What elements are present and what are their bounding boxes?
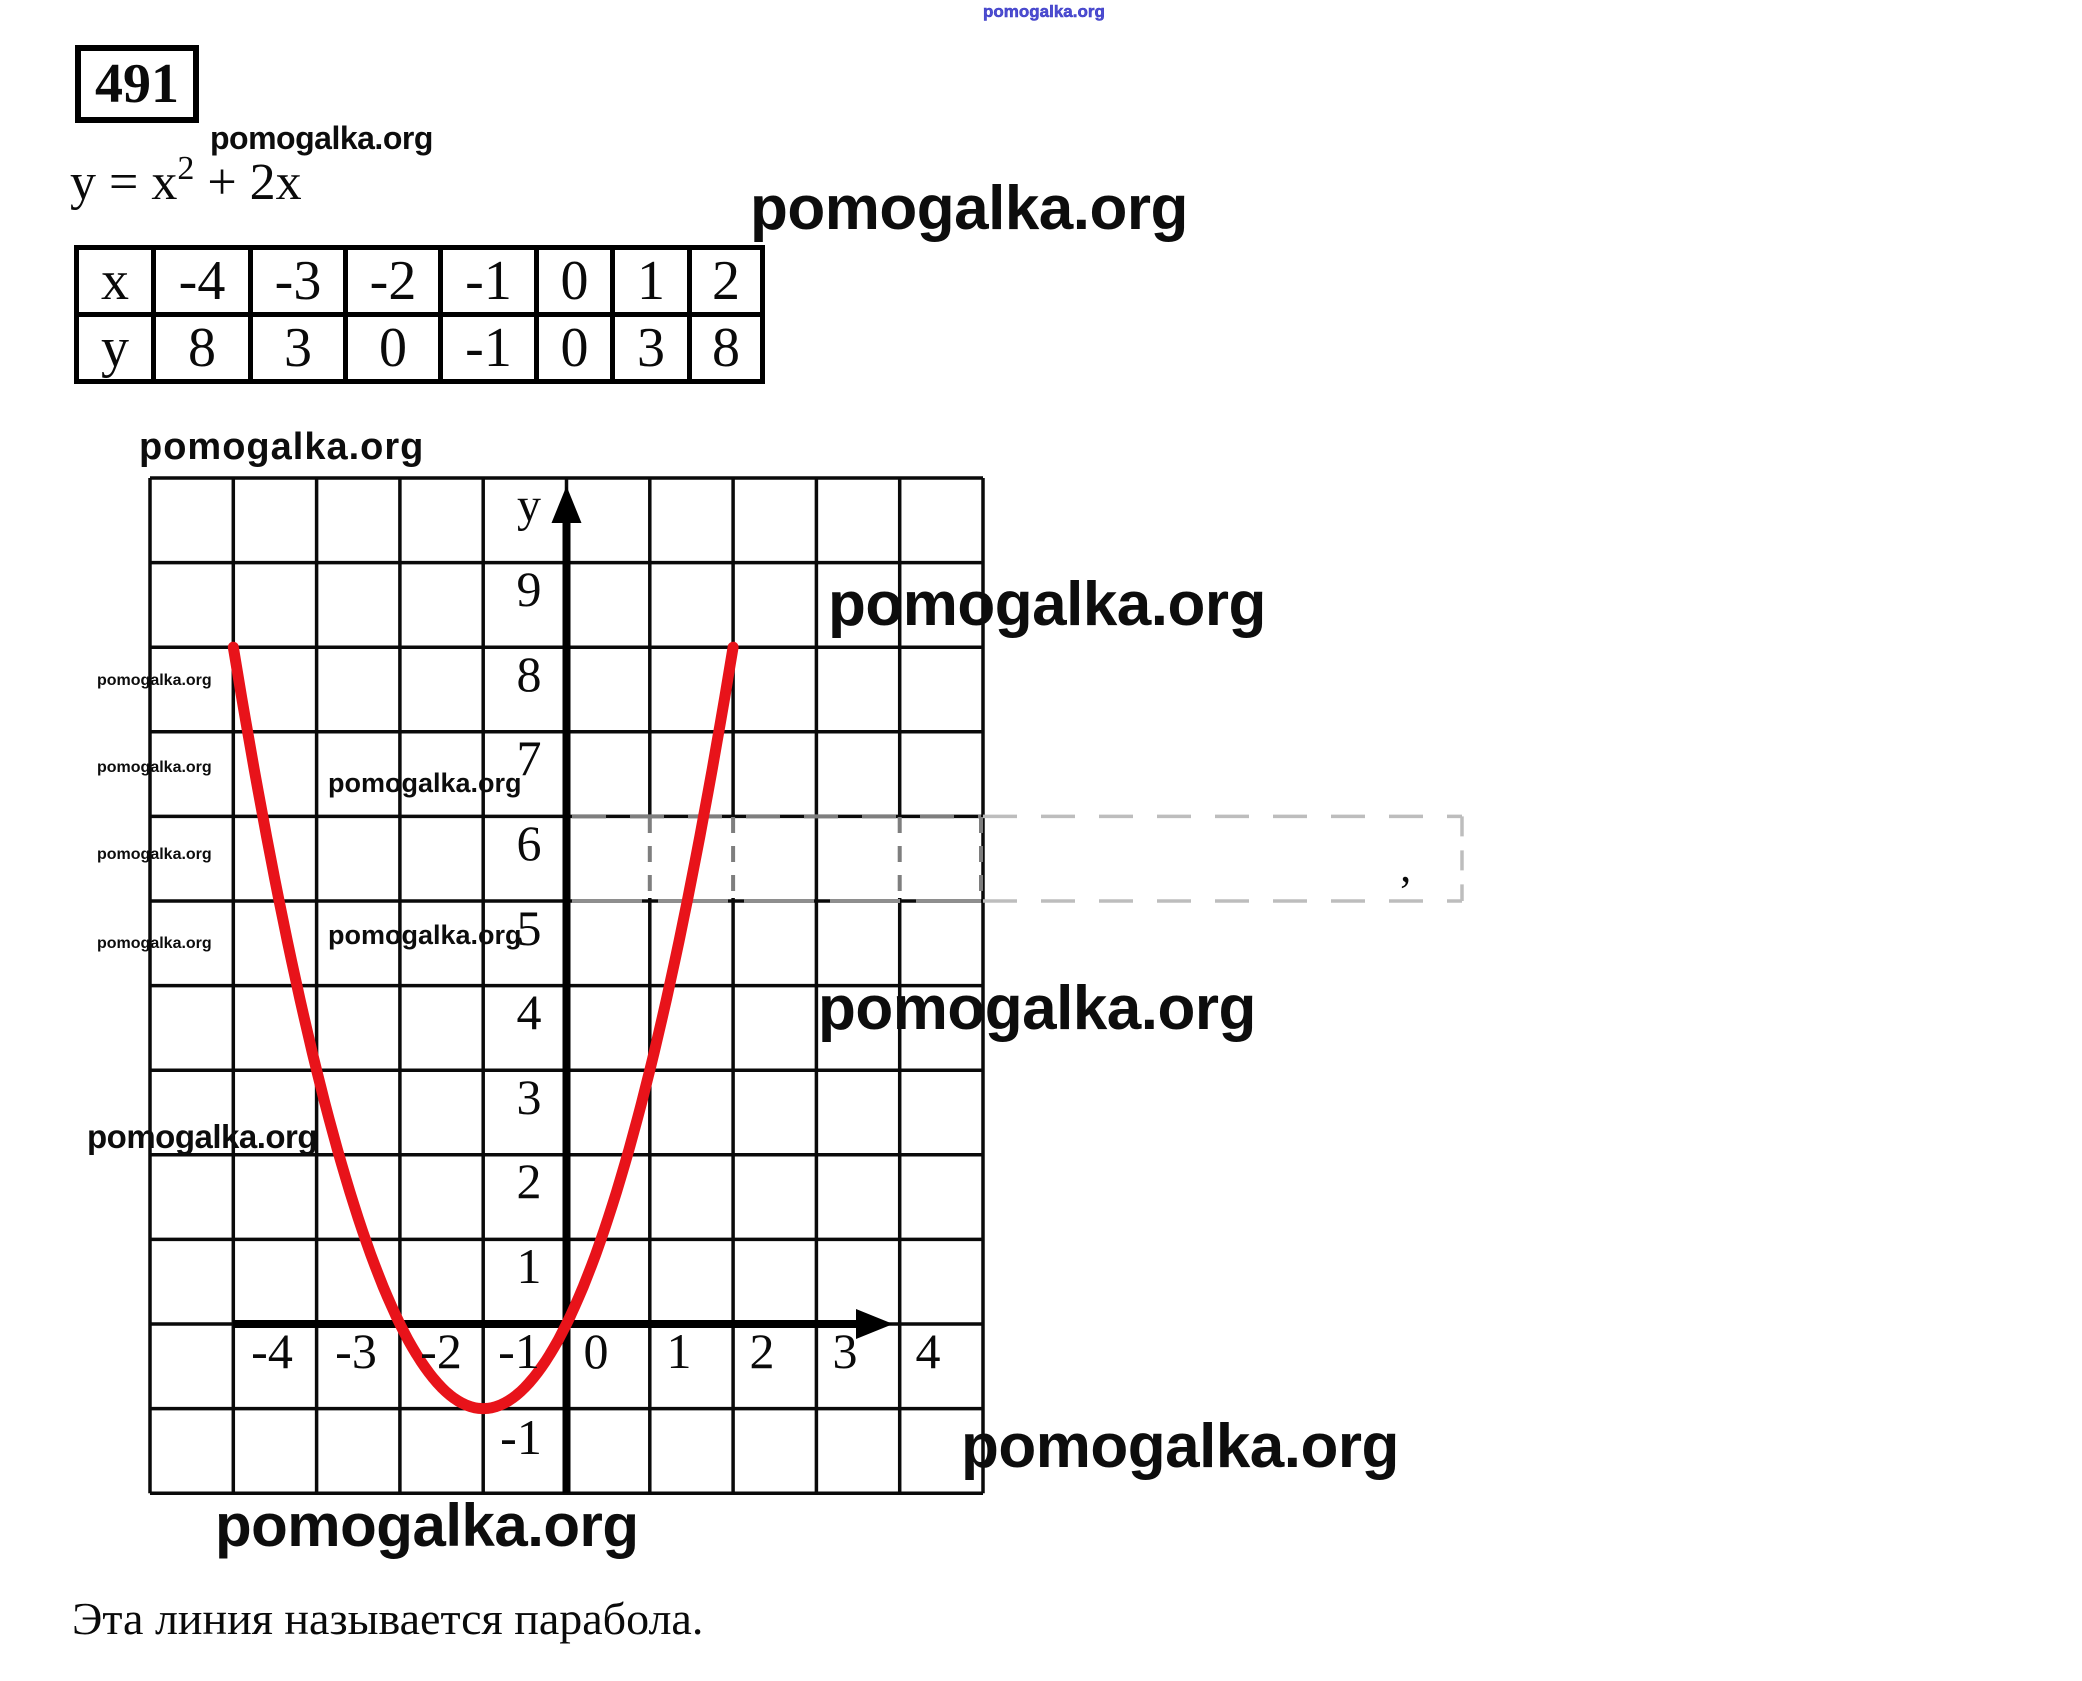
y-tick-4: 4 [516, 984, 542, 1040]
watermark-top-blue: pomogalka.org [983, 2, 1105, 21]
table-cell-y4: 0 [537, 315, 613, 382]
table-cell-y6: 8 [690, 315, 763, 382]
formula-rhs: + 2x [194, 154, 302, 211]
y-axis-arrowhead [552, 486, 582, 523]
table-cell-x2: -2 [346, 248, 441, 315]
x-tick-1: 1 [666, 1323, 692, 1379]
x-tick-neg1: -1 [498, 1323, 540, 1379]
watermark-in-grid-1: pomogalka.org [328, 768, 522, 798]
stray-mark: ’ [1398, 867, 1413, 916]
table-cell-x4: 0 [537, 248, 613, 315]
x-axis-arrowhead [856, 1309, 893, 1339]
y-tick-5: 5 [516, 900, 542, 956]
watermark-top-right: pomogalka.org [750, 174, 1188, 243]
table-cell-x5: 1 [613, 248, 690, 315]
x-tick-neg3: -3 [335, 1323, 377, 1379]
formula-lhs: y = x [70, 154, 178, 211]
watermark-left-tiny-4: pomogalka.org [97, 935, 212, 952]
table-cell-y2: 0 [346, 315, 441, 382]
x-tick-neg4: -4 [251, 1323, 293, 1379]
watermark-mid-right-2: pomogalka.org [818, 974, 1256, 1043]
table-row-y [77, 315, 763, 382]
watermark-bottom-right: pomogalka.org [961, 1412, 1399, 1481]
x-tick-3: 3 [832, 1323, 858, 1379]
table-cell-y3: -1 [441, 315, 537, 382]
table-cell-y0: 8 [154, 315, 251, 382]
watermark-bottom-left: pomogalka.org [215, 1492, 639, 1559]
x-tick-0: 0 [583, 1323, 609, 1379]
table-cell-y5: 3 [613, 315, 690, 382]
watermark-left-medium: pomogalka.org [87, 1118, 318, 1155]
watermark-in-grid-2: pomogalka.org [328, 920, 522, 950]
x-tick-2: 2 [749, 1323, 775, 1379]
caption: Эта линия называется парабола. [72, 1593, 704, 1644]
y-tick-3: 3 [516, 1069, 542, 1125]
table-row-x [77, 248, 763, 315]
watermark-above-formula: pomogalka.org [210, 120, 433, 156]
table-cell-y1: 3 [251, 315, 346, 382]
watermark-above-grid: pomogalka.org [139, 426, 425, 468]
table-header-x: x [77, 248, 154, 315]
watermark-left-tiny-1: pomogalka.org [97, 672, 212, 689]
table-cell-x3: -1 [441, 248, 537, 315]
y-tick-6: 6 [516, 815, 542, 871]
formula [70, 150, 302, 211]
table-cell-x6: 2 [690, 248, 763, 315]
x-tick-4: 4 [915, 1323, 941, 1379]
y-tick-9: 9 [516, 561, 542, 617]
table-cell-x1: -3 [251, 248, 346, 315]
y-tick-neg1: -1 [500, 1409, 542, 1465]
x-tick-neg2: -2 [420, 1323, 462, 1379]
y-tick-8: 8 [516, 646, 542, 702]
y-tick-2: 2 [516, 1153, 542, 1209]
watermark-left-tiny-2: pomogalka.org [97, 759, 212, 776]
table-cell-x0: -4 [154, 248, 251, 315]
problem-number-badge: 491 [75, 45, 199, 123]
values-table [74, 245, 765, 384]
y-tick-1: 1 [516, 1238, 542, 1294]
watermark-mid-right-1: pomogalka.org [828, 570, 1266, 639]
y-tick-7: 7 [516, 730, 542, 786]
watermark-left-tiny-3: pomogalka.org [97, 846, 212, 863]
table-header-y: y [77, 315, 154, 382]
y-axis-title: y [517, 479, 541, 532]
formula-exponent: 2 [177, 150, 195, 187]
